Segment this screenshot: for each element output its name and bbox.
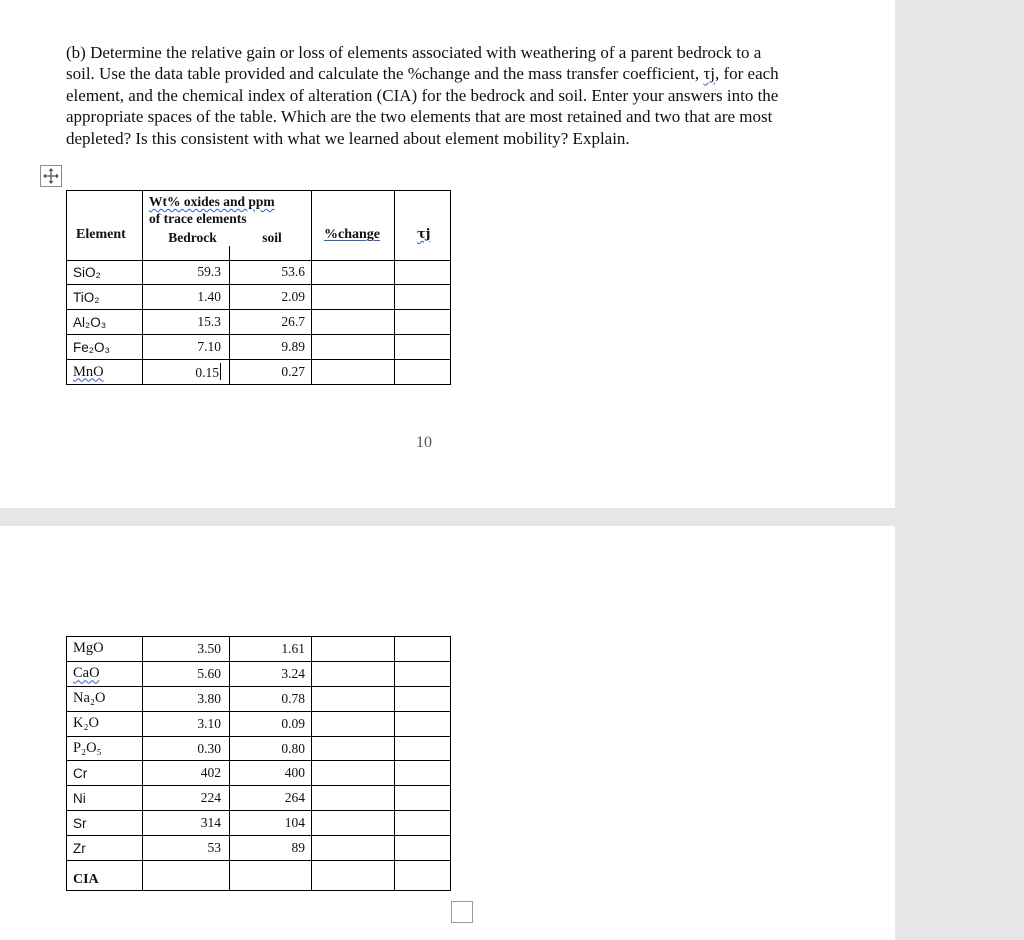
table-move-handle-icon[interactable] — [40, 165, 62, 187]
tau-input-cell[interactable] — [395, 761, 451, 786]
tau-input-cell[interactable] — [395, 260, 451, 285]
cia-soil-input-cell[interactable] — [230, 861, 312, 891]
soil-value-cell[interactable]: 104 — [230, 811, 312, 836]
change-input-cell[interactable] — [312, 637, 395, 662]
change-input-cell[interactable] — [312, 285, 395, 310]
tau-input-cell[interactable] — [395, 360, 451, 385]
tau-input-cell[interactable] — [395, 811, 451, 836]
soil-value-cell[interactable]: 0.27 — [230, 360, 312, 385]
soil-subheader-cell — [230, 246, 312, 260]
change-input-cell[interactable] — [312, 786, 395, 811]
change-input-cell[interactable] — [312, 811, 395, 836]
table-row — [67, 637, 451, 662]
table-row — [67, 661, 451, 686]
table-row — [67, 260, 451, 285]
table-row — [67, 761, 451, 786]
tau-input-cell[interactable] — [395, 285, 451, 310]
change-input-cell[interactable] — [312, 310, 395, 335]
data-table-part-1 — [66, 190, 451, 385]
tau-input-cell[interactable] — [395, 686, 451, 711]
element-cell: Zr — [67, 836, 143, 861]
soil-value-cell[interactable]: 3.24 — [230, 661, 312, 686]
data-table-part-2 — [66, 636, 451, 891]
element-column-header — [67, 227, 143, 260]
table-resize-handle-icon[interactable] — [451, 901, 473, 923]
table-row — [67, 811, 451, 836]
question-text-part-1: Determine the relative gain or loss of elements associated with weathering of a parent bedrock to a soil. Use the data table provided and calculate the %change and the mass transfer coefficient, — [66, 43, 762, 84]
element-column-header-label: Element — [76, 227, 126, 242]
change-input-cell[interactable] — [312, 761, 395, 786]
element-label: CaO — [73, 665, 100, 682]
bedrock-value-cell[interactable]: 7.10 — [143, 335, 230, 360]
table-row — [67, 711, 451, 736]
change-input-cell[interactable] — [312, 335, 395, 360]
table-row — [67, 360, 451, 385]
bedrock-value-cell[interactable]: 402 — [143, 761, 230, 786]
soil-value-cell[interactable]: 1.61 — [230, 637, 312, 662]
tau-input-cell[interactable] — [395, 786, 451, 811]
bedrock-value-cell[interactable]: 3.50 — [143, 637, 230, 662]
cia-row — [67, 861, 451, 891]
tau-column-header-label: τj — [417, 227, 431, 242]
element-cell: Fe₂O₃ — [67, 335, 143, 360]
bedrock-value-cell[interactable] — [143, 360, 230, 385]
text-cursor — [220, 363, 221, 380]
tau-symbol: τj — [703, 64, 715, 84]
tau-input-cell[interactable] — [395, 736, 451, 761]
element-cell — [67, 360, 143, 385]
bedrock-value-cell[interactable]: 3.80 — [143, 686, 230, 711]
element-cell: Na₂O — [67, 686, 143, 711]
change-input-cell[interactable] — [312, 360, 395, 385]
question-part-label: (b) — [66, 43, 86, 62]
tau-column-header — [395, 227, 451, 260]
tau-input-cell[interactable] — [395, 661, 451, 686]
cia-label-cell: CIA — [67, 861, 143, 891]
element-cell: MgO — [67, 637, 143, 662]
element-cell: Al₂O₃ — [67, 310, 143, 335]
wt-oxides-header-line-2: of trace elements — [149, 211, 247, 226]
soil-value-cell[interactable]: 53.6 — [230, 260, 312, 285]
bedrock-value-cell[interactable]: 5.60 — [143, 661, 230, 686]
tau-input-cell[interactable] — [395, 637, 451, 662]
bedrock-value-cell[interactable]: 15.3 — [143, 310, 230, 335]
change-input-cell[interactable] — [312, 711, 395, 736]
tau-input-cell[interactable] — [395, 335, 451, 360]
bedrock-subheader-cell — [143, 246, 230, 260]
change-input-cell[interactable] — [312, 836, 395, 861]
cia-tau-input-cell[interactable] — [395, 861, 451, 891]
change-input-cell[interactable] — [312, 686, 395, 711]
table-row — [67, 836, 451, 861]
soil-value-cell[interactable]: 0.09 — [230, 711, 312, 736]
change-input-cell[interactable] — [312, 260, 395, 285]
tau-input-cell[interactable] — [395, 836, 451, 861]
table-subheader-row — [67, 246, 451, 260]
element-cell: K₂O — [67, 711, 143, 736]
element-cell: TiO₂ — [67, 285, 143, 310]
soil-value-cell[interactable]: 9.89 — [230, 335, 312, 360]
question-text — [66, 42, 786, 149]
bedrock-value-cell[interactable]: 59.3 — [143, 260, 230, 285]
table-row — [67, 786, 451, 811]
soil-value-cell[interactable]: 89 — [230, 836, 312, 861]
bedrock-value-cell[interactable]: 224 — [143, 786, 230, 811]
bedrock-value: 0.15 — [195, 365, 219, 380]
soil-value-cell[interactable]: 0.80 — [230, 736, 312, 761]
bedrock-value-cell[interactable]: 314 — [143, 811, 230, 836]
change-input-cell[interactable] — [312, 736, 395, 761]
element-cell — [67, 661, 143, 686]
element-cell: P₂O₅ — [67, 736, 143, 761]
element-cell: Cr — [67, 761, 143, 786]
table-row — [67, 310, 451, 335]
change-input-cell[interactable] — [312, 661, 395, 686]
tau-input-cell[interactable] — [395, 310, 451, 335]
element-cell: SiO₂ — [67, 260, 143, 285]
table-row — [67, 736, 451, 761]
bedrock-value-cell[interactable]: 1.40 — [143, 285, 230, 310]
table-row — [67, 686, 451, 711]
bedrock-value-cell[interactable]: 3.10 — [143, 711, 230, 736]
soil-value-cell[interactable]: 264 — [230, 786, 312, 811]
soil-value-cell[interactable]: 26.7 — [230, 310, 312, 335]
soil-value-cell[interactable]: 0.78 — [230, 686, 312, 711]
table-row — [67, 285, 451, 310]
bedrock-column-header: Bedrock — [168, 230, 217, 245]
tau-input-cell[interactable] — [395, 711, 451, 736]
bedrock-value-cell[interactable]: 53 — [143, 836, 230, 861]
cia-change-input-cell[interactable] — [312, 861, 395, 891]
change-column-header-label: %change — [324, 227, 380, 242]
soil-value-cell[interactable]: 2.09 — [230, 285, 312, 310]
question-text-part-2: , for each element, and the chemical index of alteration (CIA) for the bedrock and soil. Enter your answers into the appropriate spaces of the table. Which are the two elements that are most retained and two that are most depleted? Is this consistent with what we learned about element mobility? Explain. — [66, 64, 779, 148]
soil-column-header: soil — [262, 230, 282, 245]
element-cell: Ni — [67, 786, 143, 811]
element-label: MnO — [73, 363, 104, 380]
wt-oxides-header — [143, 191, 312, 247]
change-column-header — [312, 227, 395, 260]
cia-bedrock-input-cell[interactable] — [143, 861, 230, 891]
soil-value-cell[interactable]: 400 — [230, 761, 312, 786]
bedrock-value-cell[interactable]: 0.30 — [143, 736, 230, 761]
wt-oxides-header-line-1: Wt% oxides and ppm — [149, 194, 275, 209]
page-number: 10 — [416, 434, 432, 451]
table-row — [67, 335, 451, 360]
element-cell: Sr — [67, 811, 143, 836]
